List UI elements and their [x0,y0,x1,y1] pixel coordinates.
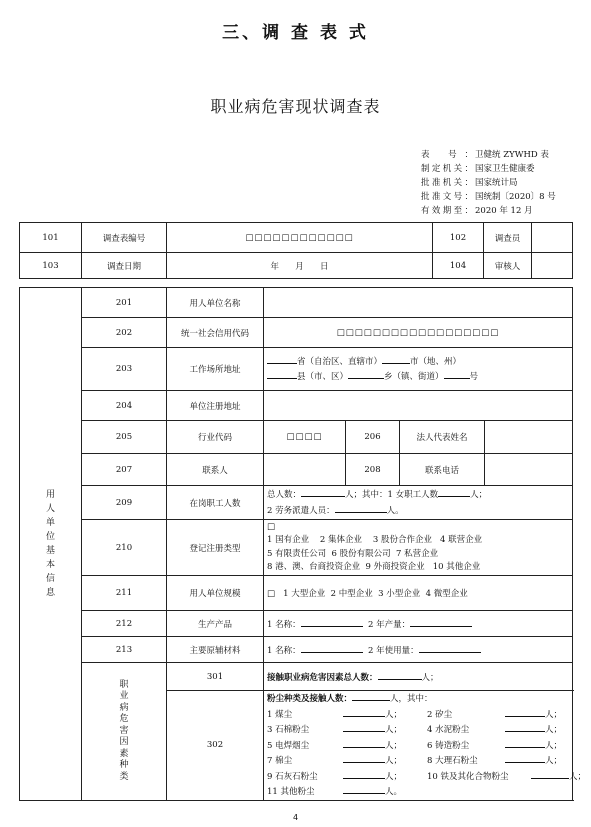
meta-value: 国统制〔2020〕8 号 [475,192,556,202]
employer-scale-field[interactable]: □ 1 大型企业 2 中型企业 3 小型企业 4 微型企业 [264,576,573,611]
raw-materials-field[interactable]: 1 名称： 2 年使用量： [264,637,573,663]
meta-value: 2020 年 12 月 [475,206,533,216]
row-301 [20,663,573,691]
label-surveyor: 调查员 [484,223,532,253]
surveyor-field[interactable] [532,223,573,253]
row-204 [20,391,573,421]
survey-date-field[interactable]: 年 月 日 [167,253,433,279]
meta-key: 有效期至： [421,206,473,216]
legal-rep-field[interactable] [485,421,573,454]
code-201: 201 [82,288,167,318]
row-202 [20,318,573,348]
industry-code-field[interactable]: □□□□ [264,421,346,454]
code-104: 104 [433,253,484,279]
row-212 [20,611,573,637]
form-metadata [421,148,556,218]
label-workplace-address: 工作场所地址 [167,348,264,391]
row-103 [20,253,573,279]
survey-header-table [19,222,573,279]
page-number: 4 [292,813,299,822]
code-301: 301 [167,663,264,691]
code-209: 209 [82,486,167,520]
credit-code-field[interactable]: □□□□□□□□□□□□□□□□□□ [264,318,573,348]
survey-number-field[interactable]: □□□□□□□□□□□□ [167,223,433,253]
meta-value: 国家卫生健康委 [475,164,535,174]
code-302: 302 [167,691,264,801]
group-hazard-types: 职 业 病 危 害 因 素 种 类 [82,663,167,801]
row-101 [20,223,573,253]
row-207 [20,454,573,486]
code-211: 211 [82,576,167,611]
label-products: 生产产品 [167,611,264,637]
reviewer-field[interactable] [532,253,573,279]
registered-address-field[interactable] [264,391,573,421]
form-title: 职业病危害现状调查表 [210,97,381,116]
code-210: 210 [82,520,167,576]
label-contact: 联系人 [167,454,264,486]
code-207: 207 [82,454,167,486]
row-211 [20,576,573,611]
code-206: 206 [346,421,400,454]
exposed-total-field[interactable]: 接触职业病危害因素总人数： 人； [264,663,573,691]
row-213 [20,637,573,663]
meta-value: 国家统计局 [475,178,518,188]
registration-type-field[interactable]: □ 1 国有企业 2 集体企业 3 股份合作企业 4 联营企业 5 有限责任公司 6 股份有限公司 7 私营企业 8 港、澳、台商投资企业 9 外商投资企业 10 其他企业 [264,520,573,576]
row-210 [20,520,573,576]
meta-value: 卫健统 ZYWHD 表 [475,150,549,160]
code-205: 205 [82,421,167,454]
code-208: 208 [346,454,400,486]
label-raw-materials: 主要原辅材料 [167,637,264,663]
workplace-address-field[interactable]: 省（自治区、直辖市） 市（地、州） 县（市、区） 乡（镇、街道） 号 [264,348,573,391]
code-103: 103 [20,253,82,279]
code-102: 102 [433,223,484,253]
meta-key: 批准文号： [421,192,473,202]
row-205 [20,421,573,454]
code-204: 204 [82,391,167,421]
section-title: 三、调 查 表 式 [222,23,369,43]
label-employer-scale: 用人单位规模 [167,576,264,611]
row-201 [20,288,573,318]
row-203 [20,348,573,391]
code-212: 212 [82,611,167,637]
label-registered-address: 单位注册地址 [167,391,264,421]
code-101: 101 [20,223,82,253]
label-credit-code: 统一社会信用代码 [167,318,264,348]
code-202: 202 [82,318,167,348]
label-phone: 联系电话 [400,454,485,486]
contact-field[interactable] [264,454,346,486]
meta-key: 批准机关： [421,178,473,188]
code-213: 213 [82,637,167,663]
label-survey-number: 调查表编号 [82,223,167,253]
label-reviewer: 审核人 [484,253,532,279]
code-203: 203 [82,348,167,391]
label-legal-rep: 法人代表姓名 [400,421,485,454]
employer-name-field[interactable] [264,288,573,318]
meta-key: 表 号： [421,150,473,160]
survey-main-table [19,287,587,801]
meta-key: 制定机关： [421,164,473,174]
label-employer-name: 用人单位名称 [167,288,264,318]
label-registration-type: 登记注册类型 [167,520,264,576]
label-survey-date: 调查日期 [82,253,167,279]
dust-exposure-field[interactable]: 粉尘种类及接触人数： 人，其中： 1 煤尘 人； 2 矽尘 人； 3 石棉粉尘 人； 4 水泥粉尘 人； 5 电焊烟尘 人； 6 铸造粉尘 人； 7 棉尘 人； 8 大理石粉尘 人； 9 石灰石粉尘 人； 10 铁及其化合物粉尘 人； 11 其他粉尘 人。 [264,691,573,801]
products-field[interactable]: 1 名称： 2 年产量： [264,611,573,637]
label-industry-code: 行业代码 [167,421,264,454]
row-209 [20,486,573,520]
group-employer-basic-info: 用 人 单 位 基 本 信 息 [20,288,82,801]
employee-count-field[interactable]: 总人数： 人；其中：1 女职工人数 人； 2 劳务派遣人员： 人。 [264,486,573,520]
label-employee-count: 在岗职工人数 [167,486,264,520]
phone-field[interactable] [485,454,573,486]
